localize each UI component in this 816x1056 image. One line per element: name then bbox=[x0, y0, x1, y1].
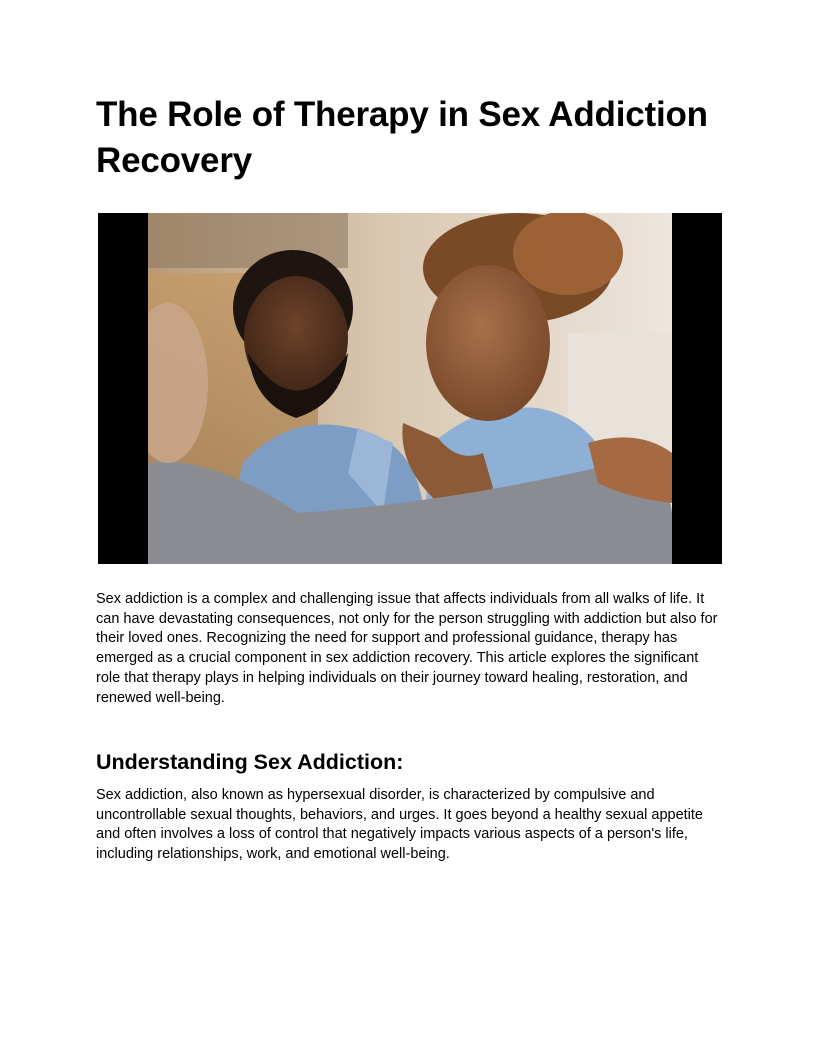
hero-image bbox=[98, 213, 722, 564]
section-heading: Understanding Sex Addiction: bbox=[96, 750, 404, 774]
therapy-session-photo bbox=[148, 213, 672, 564]
page-title: The Role of Therapy in Sex Addiction Recovery bbox=[96, 95, 708, 180]
section-body: Sex addiction, also known as hypersexual disorder, is characterized by compulsive and uncontrollable sexual thoughts, behaviors, and urges. It goes beyond a healthy sexual appetite and often involves a loss of control that negatively impacts various aspects of a person's life, including relationships, work, and emotional well-being. bbox=[96, 787, 703, 863]
intro-paragraph: Sex addiction is a complex and challenging issue that affects individuals from all walks of life. It can have devastating consequences, not only for the person struggling with addiction but also for their loved ones. Recognizing the need for support and professional guidance, therapy has emerged as a crucial component in sex addiction recovery. This article explores the significant role that therapy plays in helping individuals on their journey toward healing, restoration, and renewed well-being. bbox=[96, 591, 718, 706]
